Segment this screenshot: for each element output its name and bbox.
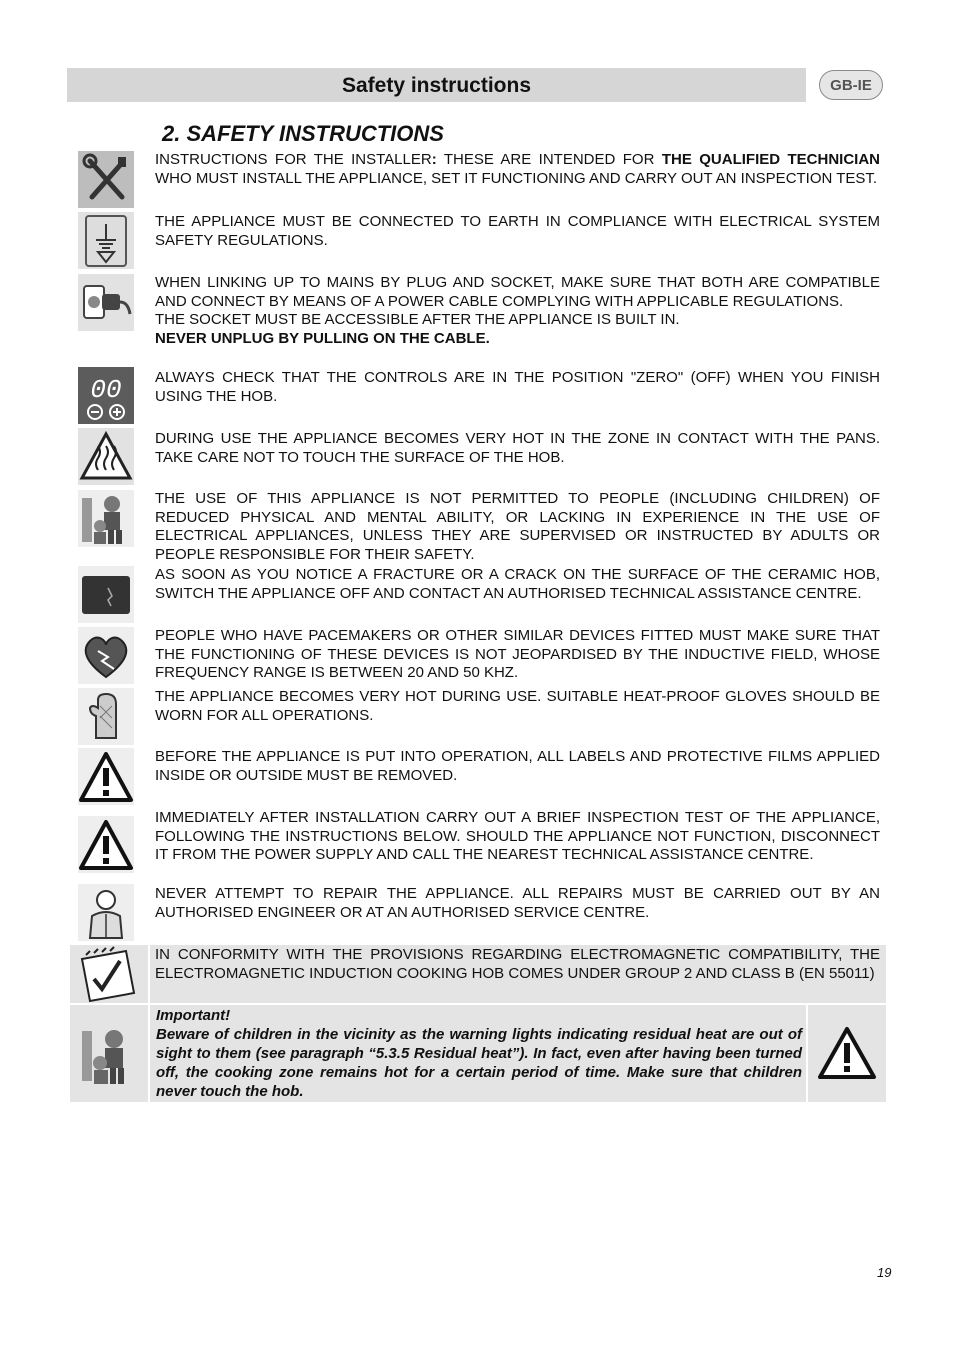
wrench-screwdriver-icon <box>78 151 134 208</box>
children-icon-box <box>70 1005 148 1102</box>
header-bar <box>67 68 806 102</box>
qualified-technician: THE QUALIFIED TECHNICIAN <box>661 151 880 168</box>
plug-socket-icon <box>78 274 134 331</box>
language-badge: GB-IE <box>819 70 883 100</box>
svg-text:00: 00 <box>90 375 122 405</box>
notes-icon-box <box>70 945 148 1003</box>
installer-lead: INSTRUCTIONS FOR THE INSTALLER <box>155 151 432 168</box>
people-paragraph: THE USE OF THIS APPLIANCE IS NOT PERMITTED TO PEOPLE (INCLUDING CHILDREN) OF REDUCED PHYSICAL AND MENTAL ABILITY, OR LACKING IN EXPERIENCE IN THE USE OF ELECTRICAL APPLIANCES, UNLESS THEY ARE SUPERVISED OR INSTRUCTED BY ADULTS OR PEOPLE RESPONSIBLE FOR THEIR SAFETY. <box>155 490 880 563</box>
section-title: 2. SAFETY INSTRUCTIONS <box>162 121 444 146</box>
earth-connection-icon <box>78 212 134 269</box>
mains-paragraph <box>155 274 880 348</box>
warning-triangle-icon <box>78 748 134 805</box>
installer-text: THESE ARE INTENDED FOR <box>436 151 662 168</box>
unplug-warning: NEVER UNPLUG BY PULLING ON THE CABLE. <box>155 329 490 347</box>
technician-icon <box>78 884 134 941</box>
hot-surface-icon <box>78 428 134 485</box>
zero-display-icon <box>78 367 134 424</box>
controls-paragraph: ALWAYS CHECK THAT THE CONTROLS ARE IN THE POSITION "ZERO" (OFF) WHEN YOU FINISH USING THE HOB. <box>155 369 880 405</box>
socket-text: THE SOCKET MUST BE ACCESSIBLE AFTER THE APPLIANCE IS BUILT IN. <box>155 311 680 329</box>
children-icon <box>78 490 134 547</box>
children-icon <box>70 1005 148 1102</box>
installer-text-end: WHO MUST INSTALL THE APPLIANCE, SET IT FUNCTIONING AND CARRY OUT AN INSPECTION TEST. <box>155 169 878 187</box>
installer-paragraph <box>155 151 880 188</box>
warning-triangle-icon <box>808 1005 886 1102</box>
notes-check-icon <box>70 945 148 1003</box>
labels-paragraph: BEFORE THE APPLIANCE IS PUT INTO OPERATION, ALL LABELS AND PROTECTIVE FILMS APPLIED INSIDE OR OUTSIDE MUST BE REMOVED. <box>155 748 880 784</box>
header-title: Safety instructions <box>341 74 532 97</box>
mains-text: WHEN LINKING UP TO MAINS BY PLUG AND SOCKET, MAKE SURE THAT BOTH ARE COMPATIBLE AND CONNECT BY MEANS OF A POWER CABLE COMPLYING WITH APPLICABLE REGULATIONS. <box>155 274 880 310</box>
warning-icon-box <box>808 1005 886 1102</box>
gloves-paragraph: THE APPLIANCE BECOMES VERY HOT DURING USE. SUITABLE HEAT-PROOF GLOVES SHOULD BE WORN FOR ALL OPERATIONS. <box>155 688 880 724</box>
hot-zone-paragraph: DURING USE THE APPLIANCE BECOMES VERY HOT IN THE ZONE IN CONTACT WITH THE PANS. TAKE CARE NOT TO TOUCH THE SURFACE OF THE HOB. <box>155 430 880 466</box>
crack-paragraph: AS SOON AS YOU NOTICE A FRACTURE OR A CRACK ON THE SURFACE OF THE CERAMIC HOB, SWITCH THE APPLIANCE OFF AND CONTACT AN AUTHORISED TECHNICAL ASSISTANCE CENTRE. <box>155 566 880 602</box>
important-notice <box>156 1006 802 1101</box>
important-body: Beware of children in the vicinity as the warning lights indicating residual heat are out of sight to them (see paragraph “5.3.5 Residual heat”). In fact, even after having been turned off, the cooking zone remains hot for a certain period of time. Make sure that children never touch the hob. <box>156 1026 802 1100</box>
page-number: 19 <box>877 1265 892 1280</box>
installer-colon: : <box>431 151 437 168</box>
oven-glove-icon <box>78 688 134 745</box>
conformity-paragraph: IN CONFORMITY WITH THE PROVISIONS REGARDING ELECTROMAGNETIC COMPATIBILITY, THE ELECTROMAGNETIC INDUCTION COOKING HOB COMES UNDER GROUP 2 AND CLASS B (EN 55011) <box>155 946 880 982</box>
pacemaker-heart-icon <box>78 627 134 684</box>
repair-paragraph: NEVER ATTEMPT TO REPAIR THE APPLIANCE. ALL REPAIRS MUST BE CARRIED OUT BY AN AUTHORISED ENGINEER OR AT AN AUTHORISED SERVICE CENTRE. <box>155 885 880 921</box>
ceramic-crack-icon <box>78 566 134 623</box>
inspection-paragraph: IMMEDIATELY AFTER INSTALLATION CARRY OUT A BRIEF INSPECTION TEST OF THE APPLIANCE, FOLLOWING THE INSTRUCTIONS BELOW. SHOULD THE APPLIANCE NOT FUNCTION, DISCONNECT IT FROM THE POWER SUPPLY AND CALL THE NEAREST TECHNICAL ASSISTANCE CENTRE. <box>155 809 880 864</box>
earth-paragraph: THE APPLIANCE MUST BE CONNECTED TO EARTH IN COMPLIANCE WITH ELECTRICAL SYSTEM SAFETY REGULATIONS. <box>155 213 880 249</box>
pacemaker-paragraph: PEOPLE WHO HAVE PACEMAKERS OR OTHER SIMILAR DEVICES FITTED MUST MAKE SURE THAT THE FUNCTIONING OF THESE DEVICES IS NOT JEOPARDISED BY THE INDUCTIVE FIELD, WHOSE FREQUENCY RANGE IS BETWEEN 20 AND 50 KHZ. <box>155 627 880 682</box>
warning-triangle-icon <box>78 816 134 873</box>
important-heading: Important! <box>156 1007 231 1024</box>
